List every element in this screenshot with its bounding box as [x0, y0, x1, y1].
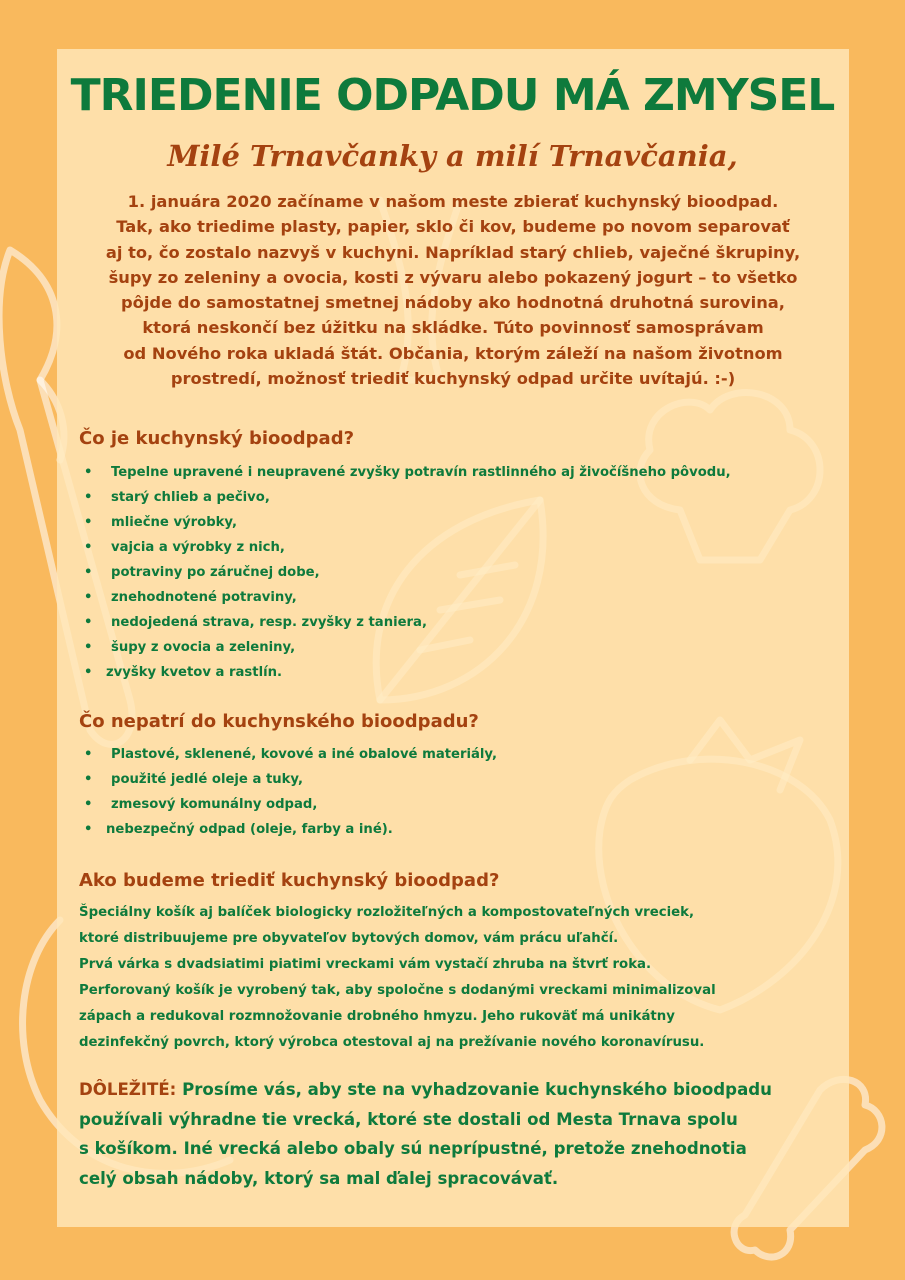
list-item: • šupy z ovocia a zeleniny, [84, 640, 296, 655]
intro-line: pôjde do samostatnej smetnej nádoby ako hodnotná druhotná surovina, [121, 293, 785, 313]
intro-paragraph [72, 189, 834, 391]
paragraph-line: ktoré distribuujeme pre obyvateľov bytových domov, vám prácu uľahčí. [79, 931, 619, 946]
list-item: • vajcia a výrobky z nich, [84, 540, 285, 555]
paragraph-line: zápach a redukoval rozmnožovanie drobného hmyzu. Jeho rukoväť má unikátny [79, 1009, 675, 1024]
important-line: s košíkom. Iné vrecká alebo obaly sú neprípustné, pretože znehodnotia [79, 1139, 747, 1158]
intro-line: od Nového roka ukladá štát. Občania, ktorým záleží na našom životnom [123, 343, 783, 363]
intro-line: aj to, čo zostalo nazvyš v kuchyni. Napríklad starý chlieb, vaječné škrupiny, [105, 242, 801, 262]
list-item: • zvyšky kvetov a rastlín. [84, 665, 283, 680]
important-label: DÔLEŽITÉ: [79, 1080, 177, 1099]
important-line: celý obsah nádoby, ktorý sa mal ďalej spracovávať. [79, 1168, 559, 1188]
not-bioodpad-list [84, 742, 497, 842]
list-item: • zmesový komunálny odpad, [84, 797, 318, 812]
paragraph-line: Prvá várka s dvadsiatimi piatimi vreckami vám vystačí zhruba na štvrť roka. [79, 957, 652, 972]
list-item: • potraviny po záručnej dobe, [84, 565, 320, 580]
section-heading-not-belong: Čo nepatrí do kuchynského bioodpadu? [79, 711, 479, 732]
intro-line: 1. januára 2020 začíname v našom meste zbierať kuchynský bioodpad. [127, 192, 779, 211]
list-item: • Plastové, sklenené, kovové a iné obalové materiály, [84, 747, 498, 762]
list-item: • Tepelne upravené i neupravené zvyšky potravín rastlinného aj živočíšneho pôvodu, [84, 465, 731, 480]
paragraph-line: Špeciálny košík aj balíček biologicky rozložiteľných a kompostovateľných vreciek, [79, 905, 695, 920]
bioodpad-list [84, 460, 731, 685]
paragraph-line: Perforovaný košík je vyrobený tak, aby spoločne s dodanými vreckami minimalizoval [79, 983, 716, 998]
intro-line: Tak, ako triedime plasty, papier, sklo či kov, budeme po novom separovať [116, 217, 790, 237]
intro-line: šupy zo zeleniny a ovocia, kosti z vývaru alebo pokazený jogurt – to všetko [108, 267, 798, 287]
section-heading-what-is: Čo je kuchynský bioodpad? [79, 428, 355, 449]
page-title: TRIEDENIE ODPADU MÁ ZMYSEL [70, 70, 835, 121]
intro-line: prostredí, možnosť triediť kuchynský odpad určite uvítajú. :-) [170, 369, 736, 389]
list-item: • nebezpečný odpad (oleje, farby a iné). [84, 822, 393, 837]
greeting: Milé Trnavčanky a milí Trnavčania, [167, 139, 738, 173]
important-line: používali výhradne tie vrecká, ktoré ste dostali od Mesta Trnava spolu [79, 1109, 738, 1129]
important-notice [79, 1075, 772, 1193]
list-item: • starý chlieb a pečivo, [84, 490, 270, 505]
list-item: • použité jedlé oleje a tuky, [84, 772, 303, 787]
intro-line: ktorá neskončí bez úžitku na skládke. Túto povinnosť samosprávam [142, 318, 764, 338]
important-first-line: DÔLEŽITÉ: Prosíme vás, aby ste na vyhadzovanie kuchynského bioodpadu [79, 1080, 772, 1099]
list-item: • nedojedená strava, resp. zvyšky z taniera, [84, 615, 427, 630]
sorting-paragraph [79, 900, 716, 1056]
list-item: • znehodnotené potraviny, [84, 590, 297, 605]
paragraph-line: dezinfekčný povrch, ktorý výrobca otestoval aj na prežívanie nového koronavírusu. [79, 1035, 705, 1050]
list-item: • mliečne výrobky, [84, 515, 238, 530]
section-heading-how-to-sort: Ako budeme triediť kuchynský bioodpad? [79, 870, 500, 891]
